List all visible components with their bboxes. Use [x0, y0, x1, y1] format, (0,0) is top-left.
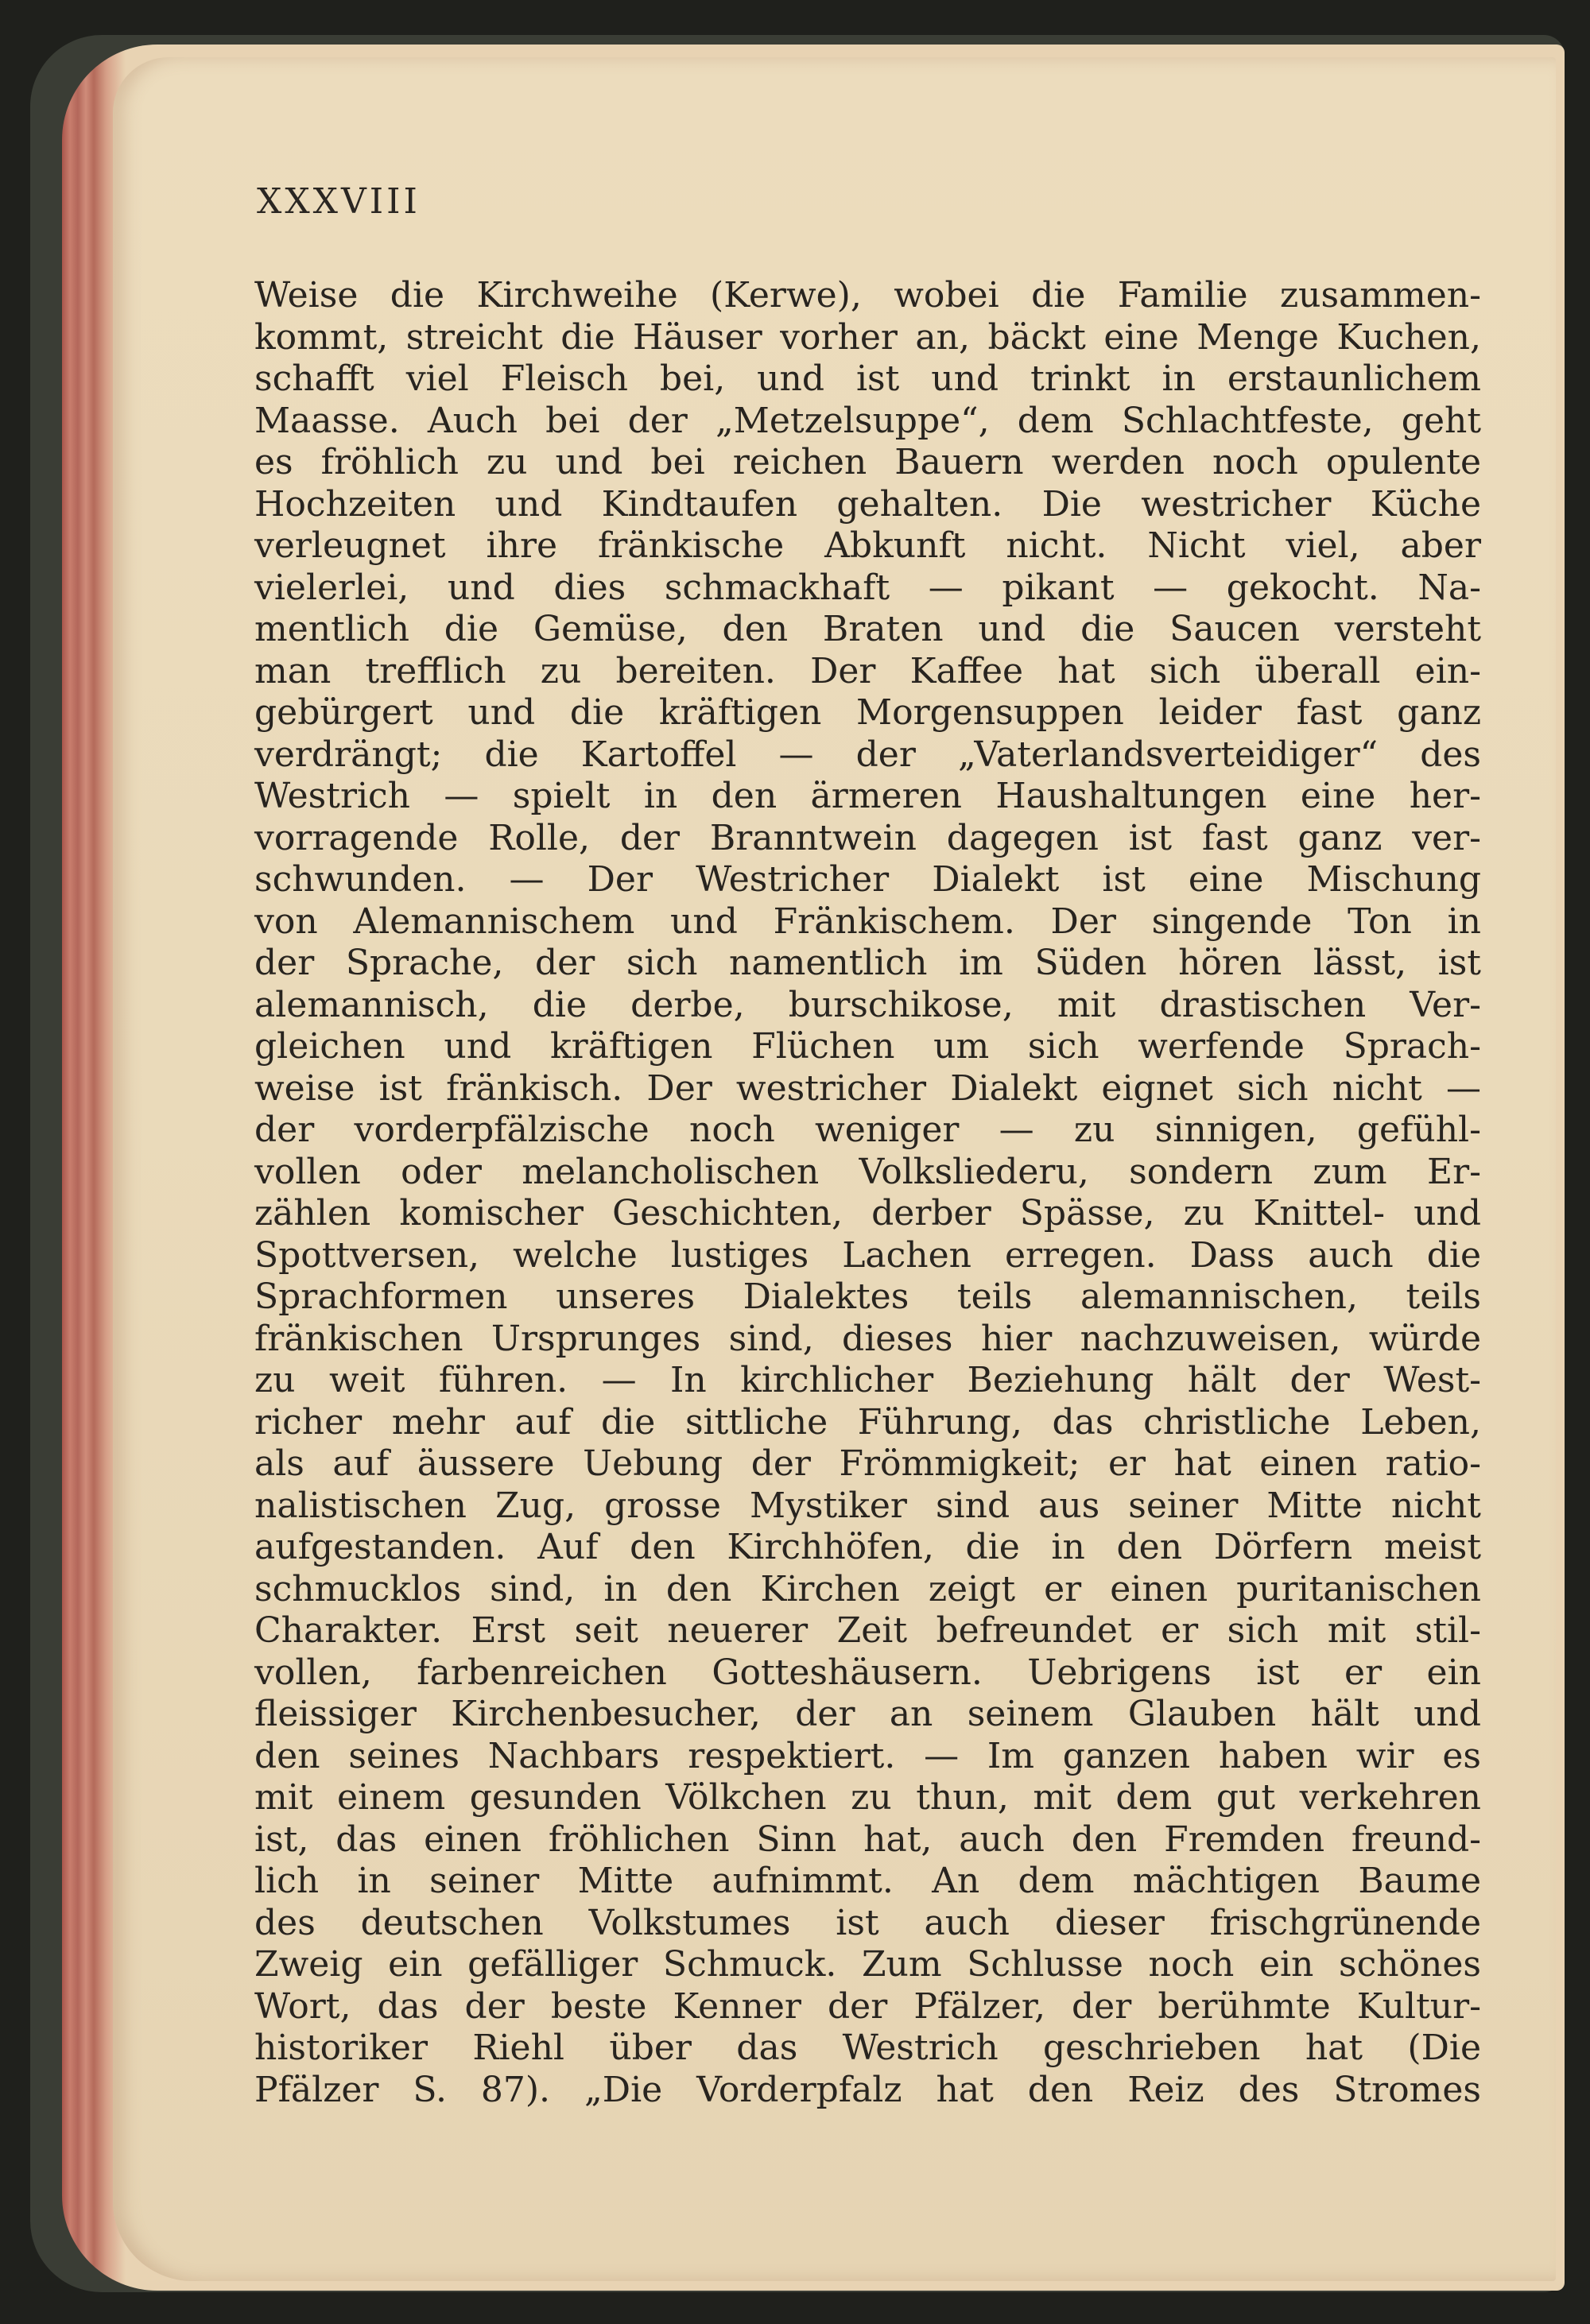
text-line: den seines Nachbars respektiert. — Im ganzen haben wir es [254, 1735, 1481, 1776]
text-line: ist, das einen fröhlichen Sinn hat, auch den Fremden freund- [254, 1819, 1481, 1860]
text-line: schmucklos sind, in den Kirchen zeigt er einen puritanischen [254, 1568, 1481, 1609]
text-line: verdrängt; die Kartoffel — der „Vaterlandsverteidiger“ des [254, 734, 1481, 775]
text-line: historiker Riehl über das Westrich geschrieben hat (Die [254, 2028, 1481, 2068]
text-line: Zweig ein gefälliger Schmuck. Zum Schlusse noch ein schönes [254, 1944, 1481, 1985]
text-line: gleichen und kräftigen Flüchen um sich werfende Sprach- [254, 1026, 1481, 1067]
text-line: Sprachformen unseres Dialektes teils alemannischen, teils [254, 1276, 1481, 1317]
text-line: gebürgert und die kräftigen Morgensuppen leider fast ganz [254, 692, 1481, 733]
text-line: der vorderpfälzische noch weniger — zu sinnigen, gefühl- [254, 1110, 1481, 1150]
text-line: vielerlei, und dies schmackhaft — pikant — gekocht. Na- [254, 567, 1481, 608]
text-line: es fröhlich zu und bei reichen Bauern werden noch opulente [254, 442, 1481, 482]
text-line: nalistischen Zug, grosse Mystiker sind aus seiner Mitte nicht [254, 1485, 1481, 1526]
text-line: der Sprache, der sich namentlich im Süden hören lässt, ist [254, 943, 1481, 983]
text-line: zählen komischer Geschichten, derber Spässe, zu Knittel- und [254, 1193, 1481, 1234]
text-line: Charakter. Erst seit neuerer Zeit befreundet er sich mit stil- [254, 1610, 1481, 1651]
text-line: weise ist fränkisch. Der westricher Dialekt eignet sich nicht — [254, 1067, 1481, 1109]
text-line: mit einem gesunden Völkchen zu thun, mit dem gut verkehren [254, 1777, 1481, 1818]
text-line: Wort, das der beste Kenner der Pfälzer, der berühmte Kultur- [254, 1985, 1481, 2027]
text-line: richer mehr auf die sittliche Führung, das christliche Leben, [254, 1401, 1481, 1443]
text-line: schwunden. — Der Westricher Dialekt ist eine Mischung [254, 859, 1481, 900]
text-line: als auf äussere Uebung der Frömmigkeit; er hat einen ratio- [254, 1443, 1481, 1484]
body-text [254, 275, 1481, 2111]
text-line: Hochzeiten und Kindtaufen gehalten. Die westricher Küche [254, 483, 1481, 525]
text-line: fränkischen Ursprunges sind, dieses hier nachzuweisen, würde [254, 1318, 1481, 1359]
text-line: zu weit führen. — In kirchlicher Beziehung hält der West- [254, 1360, 1481, 1400]
text-line: aufgestanden. Auf den Kirchhöfen, die in den Dörfern meist [254, 1527, 1481, 1567]
text-line: des deutschen Volkstumes ist auch dieser frischgrünende [254, 1902, 1481, 1943]
text-line: Maasse. Auch bei der „Metzelsuppe“, dem Schlachtfeste, geht [254, 400, 1481, 441]
page-number: XXXVIII [257, 181, 421, 222]
text-line: Westrich — spielt in den ärmeren Haushaltungen eine her- [254, 776, 1481, 816]
text-line: vorragende Rolle, der Branntwein dagegen ist fast ganz ver- [254, 817, 1481, 858]
text-line: Pfälzer S. 87). „Die Vorderpfalz hat den Reiz des Stromes [254, 2069, 1481, 2110]
text-line: verleugnet ihre fränkische Abkunft nicht. Nicht viel, aber [254, 525, 1481, 566]
text-line: vollen, farbenreichen Gotteshäusern. Uebrigens ist er ein [254, 1652, 1481, 1693]
text-line: vollen oder melancholischen Volksliederu, sondern zum Er- [254, 1151, 1481, 1192]
text-line: lich in seiner Mitte aufnimmt. An dem mächtigen Baume [254, 1861, 1481, 1901]
text-line: kommt, streicht die Häuser vorher an, bäckt eine Menge Kuchen, [254, 316, 1481, 358]
text-line: fleissiger Kirchenbesucher, der an seinem Glauben hält und [254, 1694, 1481, 1734]
text-line: alemannisch, die derbe, burschikose, mit drastischen Ver- [254, 984, 1481, 1025]
text-line: mentlich die Gemüse, den Braten und die Saucen versteht [254, 609, 1481, 649]
text-line: man trefflich zu bereiten. Der Kaffee hat sich überall ein- [254, 650, 1481, 691]
text-line: von Alemannischem und Fränkischem. Der singende Ton in [254, 901, 1481, 942]
text-line: Weise die Kirchweihe (Kerwe), wobei die Familie zusammen- [254, 275, 1481, 316]
text-line: schafft viel Fleisch bei, und ist und trinkt in erstaunlichem [254, 358, 1481, 399]
text-line: Spottversen, welche lustiges Lachen erregen. Dass auch die [254, 1234, 1481, 1276]
